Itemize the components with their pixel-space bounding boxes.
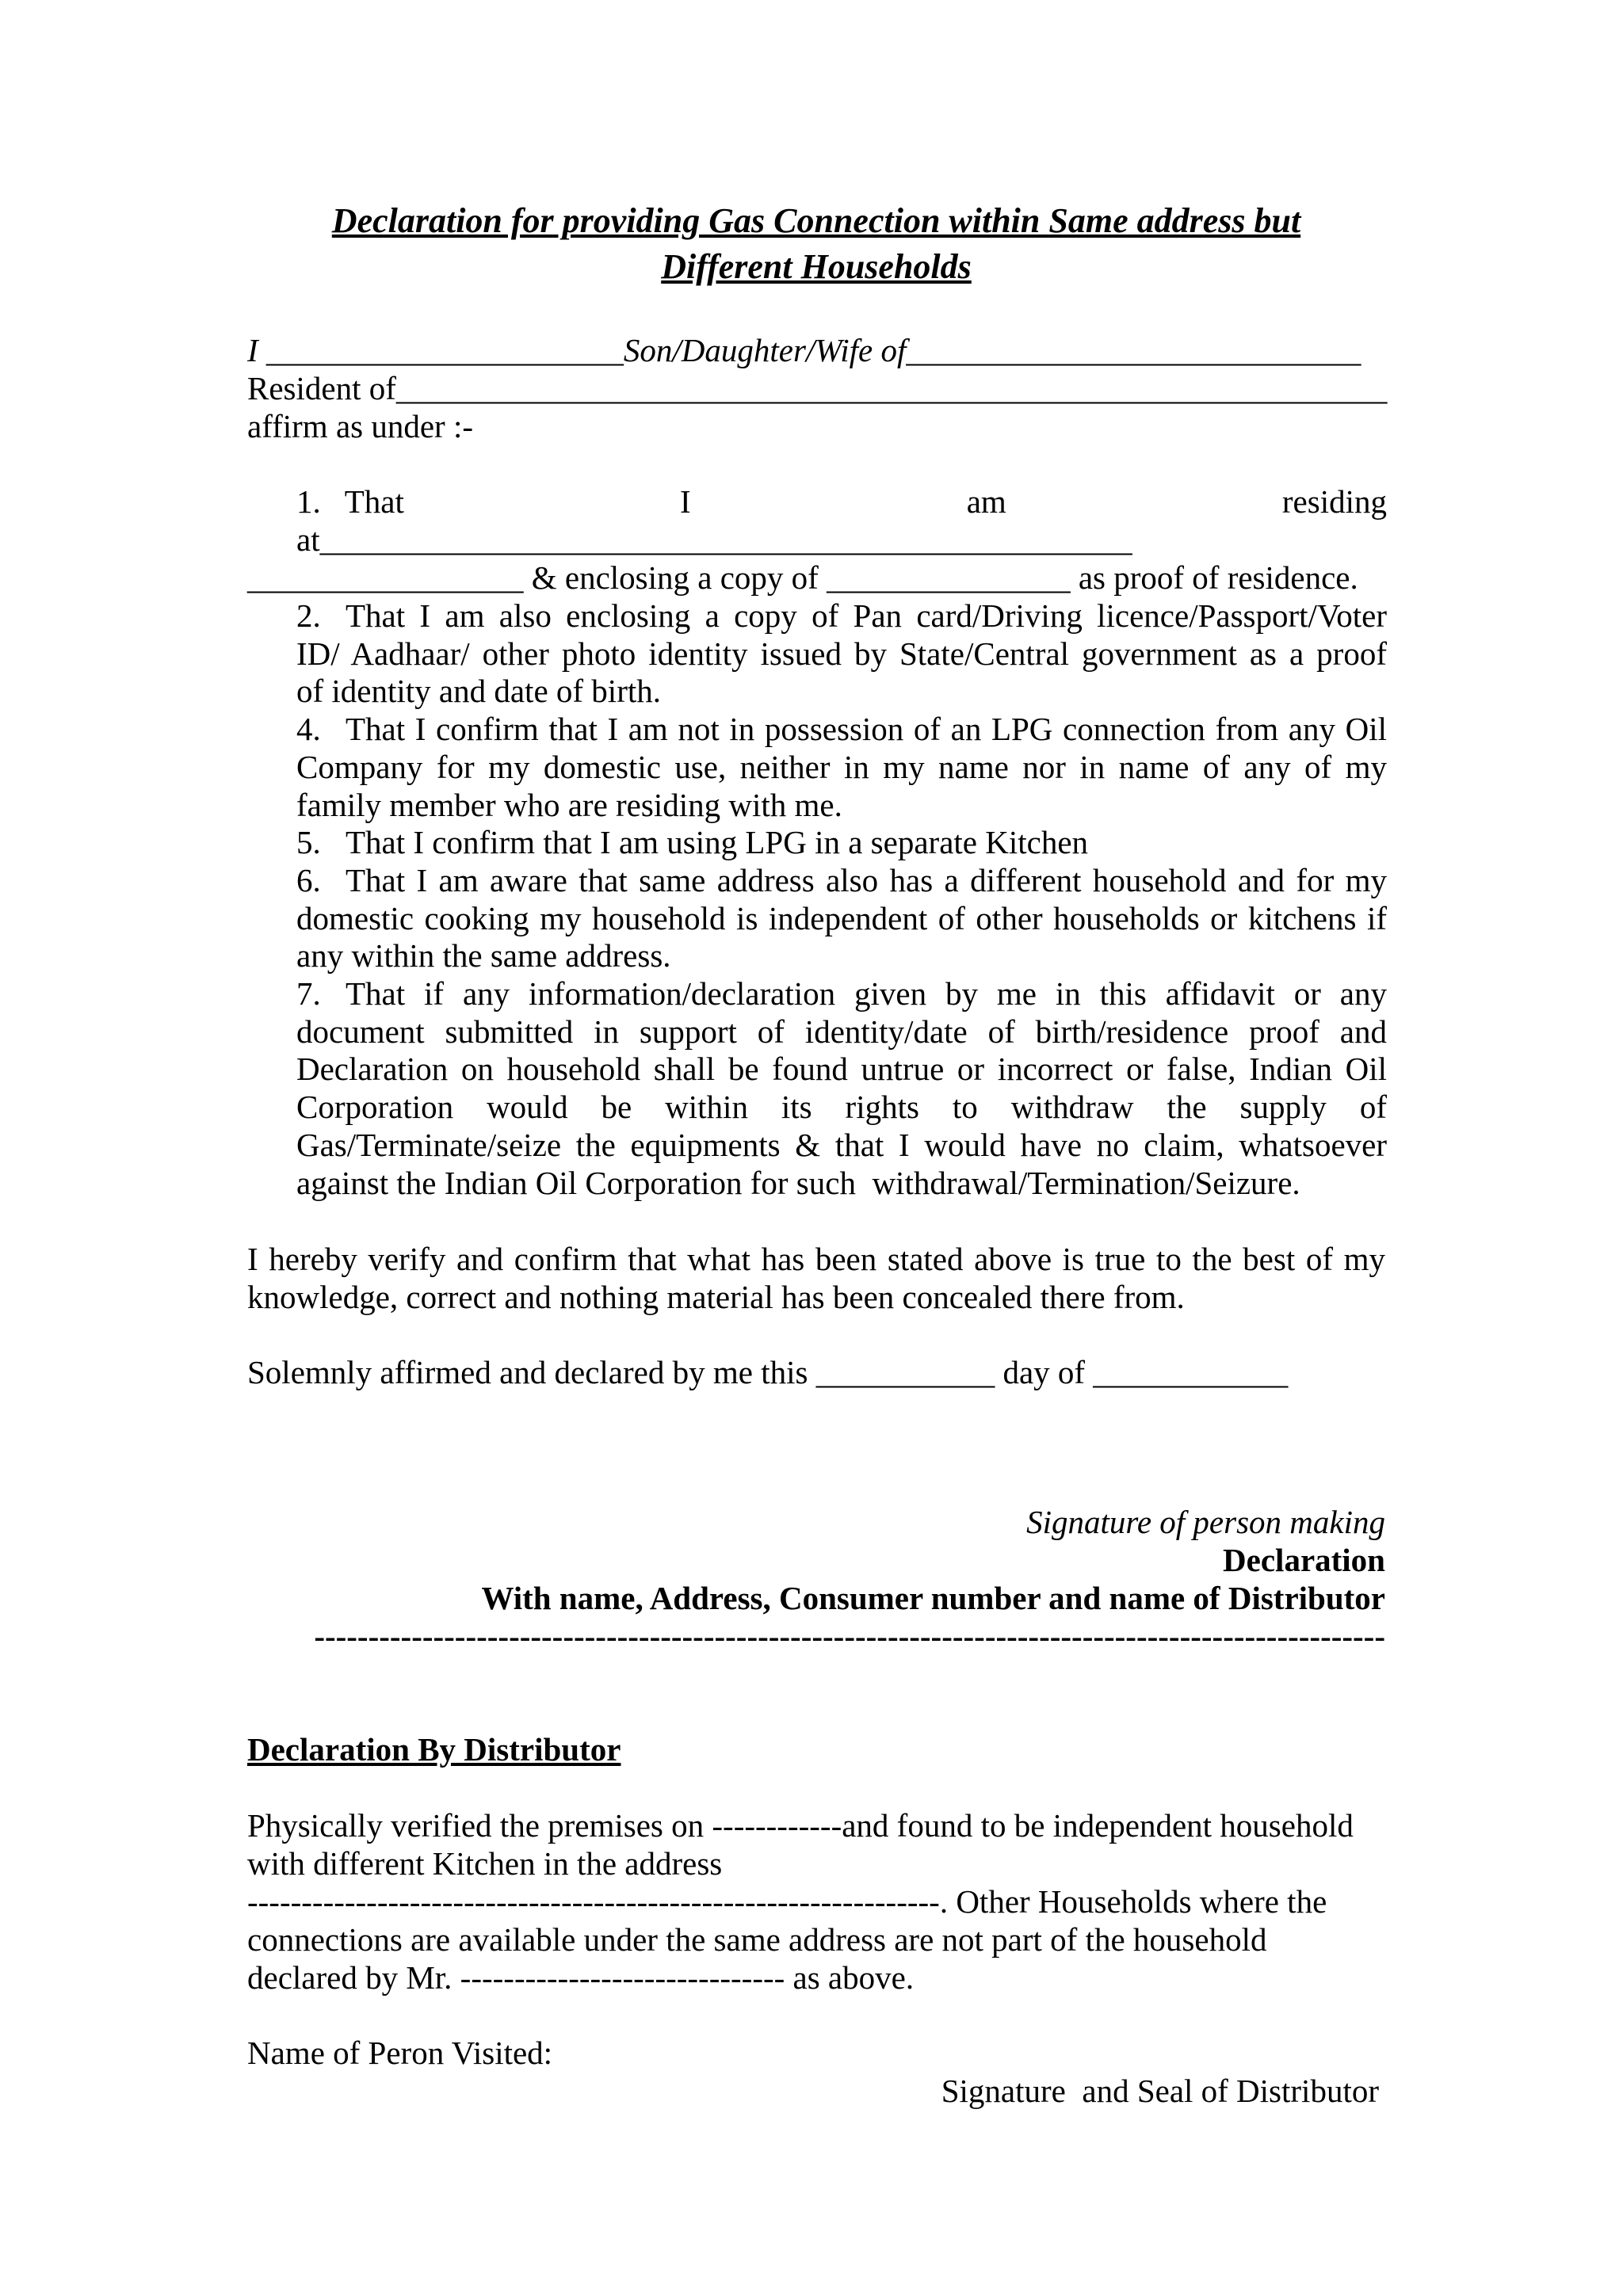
item-text: That if any information/declaration given by me in this affidavit or any [346, 975, 1387, 1012]
item-6-line-1 [296, 862, 1387, 899]
affirm-text: Solemnly affirmed and declared by me this [247, 1354, 816, 1390]
relation-blank: ____________________________ [906, 332, 1361, 368]
item-4-line-1 [296, 711, 1387, 748]
item-7-line-3 [296, 1051, 1387, 1088]
distributor-heading: Declaration By Distributor [247, 1731, 621, 1768]
item-7-line-4 [296, 1089, 1387, 1126]
intro-i: I [247, 332, 266, 368]
resident-label: Resident of [247, 370, 396, 406]
resident-blank: _____________________________________________________________ [395, 370, 1388, 406]
item-1-line-1 [296, 483, 1387, 521]
name-of-person-visited-label: Name of Peron Visited: [247, 2035, 553, 2071]
signature-declaration-label: Declaration [1223, 1542, 1385, 1578]
document-title-line-1: Declaration for providing Gas Connection within Same address but [331, 201, 1301, 240]
item-text: Gas/Terminate/seize the equipments & that I would have no claim, whatsoever [296, 1127, 1387, 1163]
item-6-line-3 [296, 937, 1387, 974]
item-text: ID/ Aadhaar/ other photo identity issued by State/Central government as a proof [296, 635, 1387, 672]
item-2-line-3 [296, 673, 1387, 710]
distributor-line-1: Physically verified the premises on ------------and found to be independent household [247, 1807, 1354, 1844]
item-text: domestic cooking my household is independent of other households or kitchens if [296, 900, 1387, 936]
item-text: That I am aware that same address also has a different household and for my [346, 862, 1387, 898]
verify-line-2: knowledge, correct and nothing material has been concealed there from. [247, 1279, 1185, 1315]
intro-line-2 [247, 370, 1387, 407]
item-7-line-1 [296, 975, 1387, 1013]
item-text: of identity and date of birth. [296, 673, 661, 709]
item-1-word-residing: residing [1281, 483, 1387, 520]
item-5-line-1 [296, 824, 1387, 861]
item-text: Corporation would be within its rights to withdraw the supply of [296, 1089, 1387, 1125]
item-7-line-2 [296, 1013, 1387, 1051]
item-number: 6. [296, 862, 321, 898]
item-2-line-1 [296, 597, 1387, 635]
item-number: 2. [296, 597, 321, 634]
enclosing-copy-text: & enclosing a copy of [523, 559, 827, 596]
address-blank-continued: _________________ [247, 559, 524, 596]
item-1-number-and-word [296, 483, 404, 521]
verify-line-1: I hereby verify and confirm that what has been stated above is true to the best of my [247, 1241, 1385, 1277]
item-number: 7. [296, 975, 321, 1012]
intro-line-3: affirm as under :- [247, 408, 473, 444]
proof-of-residence-text: as proof of residence. [1070, 559, 1358, 596]
distributor-line-5: declared by Mr. ------------------------------ as above. [247, 1959, 915, 1996]
signature-person-label: Signature of person making [1026, 1504, 1385, 1540]
item-text: That I confirm that I am using LPG in a separate Kitchen [346, 824, 1089, 860]
item-1-line-3 [247, 559, 1358, 597]
signature-details-label: With name, Address, Consumer number and name of Distributor [481, 1580, 1385, 1616]
item-number: 5. [296, 824, 321, 860]
item-text: any within the same address. [296, 937, 671, 974]
day-blank: ___________ [815, 1354, 995, 1390]
item-2-line-2 [296, 635, 1387, 673]
item-1-word-am: am [966, 483, 1006, 520]
item-7-line-5 [296, 1127, 1387, 1164]
item-number: 4. [296, 711, 321, 747]
item-4-line-2 [296, 749, 1387, 786]
relation-label: Son/Daughter/Wife of [623, 332, 907, 368]
item-6-line-2 [296, 900, 1387, 937]
distributor-line-4: connections are available under the same address are not part of the household [247, 1921, 1267, 1958]
item-1-word-i: I [679, 483, 691, 520]
intro-line-1 [247, 332, 1361, 369]
item-text: That I am also enclosing a copy of Pan card/Driving licence/Passport/Voter [346, 597, 1387, 634]
item-text: That I confirm that I am not in possession of an LPG connection from any Oil [346, 711, 1387, 747]
day-of-text: day of [995, 1354, 1094, 1390]
item-text: Declaration on household shall be found untrue or incorrect or false, Indian Oil [296, 1051, 1387, 1087]
document-title-line-2: Different Households [661, 247, 972, 286]
distributor-line-2: with different Kitchen in the address [247, 1845, 723, 1882]
distributor-line-3: ----------------------------------------------------------------. Other Households where the [247, 1883, 1327, 1920]
item-1-number: 1. [296, 483, 321, 520]
item-1-line-2 [296, 521, 1132, 559]
item-text: Company for my domestic use, neither in my name nor in name of any of my [296, 749, 1387, 785]
section-separator: --------------------------------------------------------------------------------------------------- [314, 1618, 1385, 1654]
distributor-signature-seal-label: Signature and Seal of Distributor [941, 2073, 1379, 2109]
affirm-line [247, 1354, 1288, 1391]
item-4-line-3 [296, 787, 1387, 824]
item-text: family member who are residing with me. [296, 787, 842, 823]
item-1-word-that: That [344, 483, 404, 520]
item-7-line-6 [296, 1165, 1387, 1202]
address-blank: __________________________________________________ [319, 521, 1132, 558]
month-blank: ____________ [1093, 1354, 1289, 1390]
item-1-at: at [296, 521, 320, 558]
item-text: document submitted in support of identity/date of birth/residence proof and [296, 1013, 1387, 1050]
name-blank: ______________________ [265, 332, 624, 368]
item-text: against the Indian Oil Corporation for such withdrawal/Termination/Seizure. [296, 1165, 1300, 1201]
proof-document-blank: _______________ [827, 559, 1071, 596]
